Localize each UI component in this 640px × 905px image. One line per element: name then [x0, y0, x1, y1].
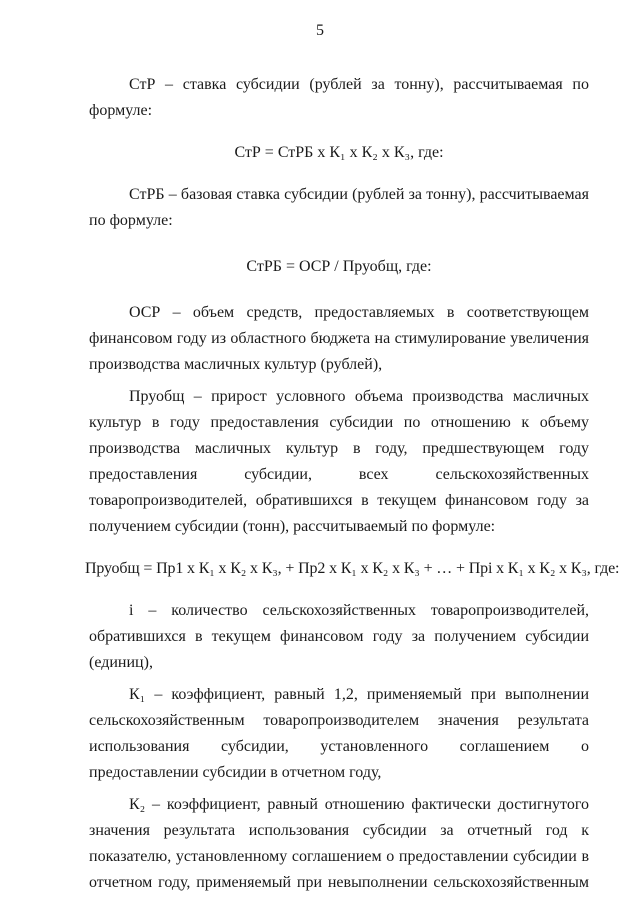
paragraph-pruobsch-definition: Пруобщ – прирост условного объема производства масличных культур в году предоставления субсидии по отношению к объему производства масличных культур в году, предшествующем году предоставления субсидии, всех сельскохозяйственных товаропроизводителей, обратившихся в текущем финансовом году за получением субсидии (тонн), рассчитываемый по формуле: — [89, 388, 589, 535]
paragraph-i-definition: i – количество сельскохозяйственных товаропроизводителей, обратившихся в текущем финансовом году за получением субсидии (единиц), — [89, 602, 589, 671]
document-body — [85, 72, 620, 896]
formula-pruobsch: Пруобщ = Пр1 х К₁ х К₂ х К₃, + Пр2 х К₁ х К₂ х К₃ + … + Прi х К₁ х К₂ х К₃, где: — [85, 560, 620, 577]
formula-strb: СтРБ = ОСР / Пруобщ, где: — [246, 258, 432, 275]
formula-str: СтР = СтРБ х К₁ х К₂ х К₃, где: — [234, 144, 444, 161]
page-number: 5 — [316, 22, 324, 39]
paragraph-strb-definition: СтРБ – базовая ставка субсидии (рублей за тонну), рассчитываемая по формуле: — [89, 186, 589, 229]
paragraph-k1-definition: К₁ – коэффициент, равный 1,2, применяемый при выполнении сельскохозяйственным товаропроизводителем значения результата использования субсидии, установленного соглашением о предоставлении субсидии в отчетном году, — [89, 686, 589, 781]
paragraph-osr-definition: ОСР – объем средств, предоставляемых в соответствующем финансовом году из областного бюджета на стимулирование увеличения производства масличных культур (рублей), — [89, 304, 589, 373]
paragraph-str-definition: СтР – ставка субсидии (рублей за тонну), рассчитываемая по формуле: — [89, 76, 589, 119]
paragraph-k2-definition: К₂ – коэффициент, равный отношению фактически достигнутого значения результата использования субсидии за отчетный год к показателю, установленному соглашением о предоставлении субсидии в отчетном году, применяемый при невыполнении сельскохозяйственным — [89, 796, 589, 891]
